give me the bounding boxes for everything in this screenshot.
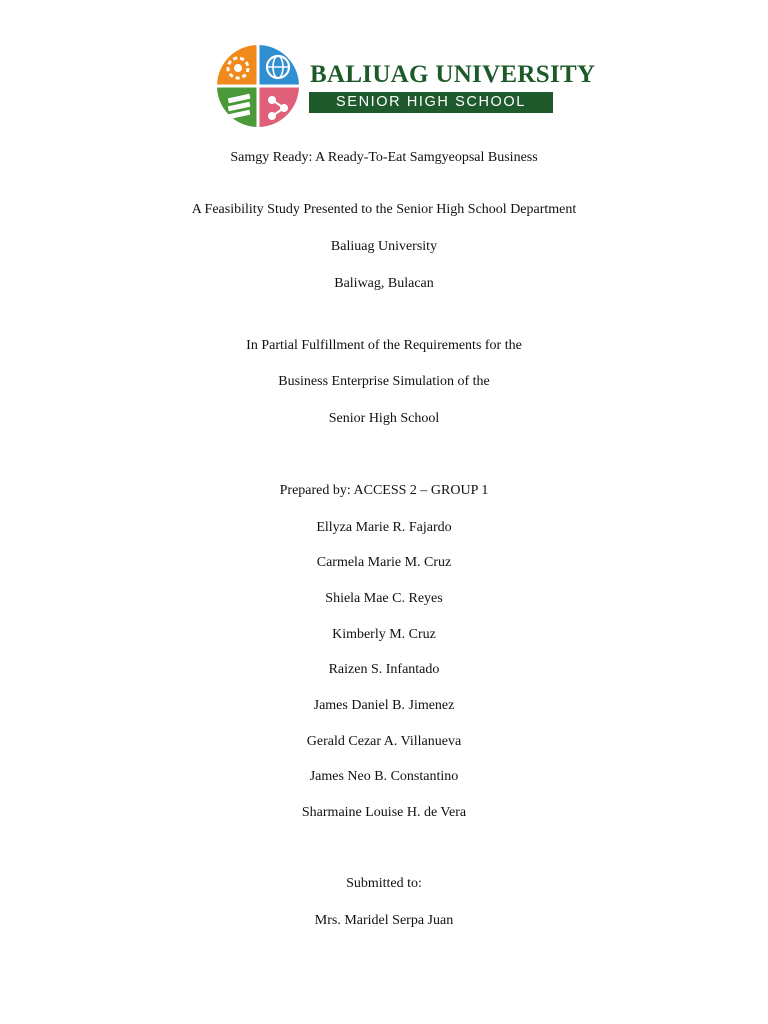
university-logo bbox=[214, 42, 596, 134]
member-name: Sharmaine Louise H. de Vera bbox=[301, 805, 467, 820]
member-name: Gerald Cezar A. Villanueva bbox=[306, 734, 462, 749]
university-emblem-icon bbox=[214, 42, 302, 130]
presentation-line-1: A Feasibility Study Presented to the Senior High School Department bbox=[191, 202, 577, 217]
member-name: Ellyza Marie R. Fajardo bbox=[316, 520, 452, 535]
member-name: Raizen S. Infantado bbox=[328, 662, 440, 677]
department-name: SENIOR HIGH SCHOOL bbox=[336, 94, 526, 110]
document-title: Samgy Ready: A Ready-To-Eat Samgyeopsal Business bbox=[230, 150, 538, 165]
member-name: Carmela Marie M. Cruz bbox=[316, 555, 452, 570]
university-name: BALIUAG UNIVERSITY bbox=[310, 61, 596, 88]
fulfillment-line-2: Business Enterprise Simulation of the bbox=[278, 374, 490, 389]
prepared-by: Prepared by: ACCESS 2 – GROUP 1 bbox=[279, 483, 489, 498]
submitted-to-name: Mrs. Maridel Serpa Juan bbox=[314, 913, 454, 928]
presentation-line-2: Baliuag University bbox=[330, 239, 438, 254]
department-banner bbox=[309, 92, 553, 113]
fulfillment-line-3: Senior High School bbox=[328, 411, 440, 426]
fulfillment-line-1: In Partial Fulfillment of the Requirements for the bbox=[246, 338, 522, 353]
presentation-line-3: Baliwag, Bulacan bbox=[334, 276, 434, 291]
member-name: Shiela Mae C. Reyes bbox=[325, 591, 443, 606]
member-name: Kimberly M. Cruz bbox=[332, 627, 436, 642]
member-name: James Neo B. Constantino bbox=[309, 769, 459, 784]
submitted-to-label: Submitted to: bbox=[346, 876, 422, 891]
member-name: James Daniel B. Jimenez bbox=[313, 698, 455, 713]
